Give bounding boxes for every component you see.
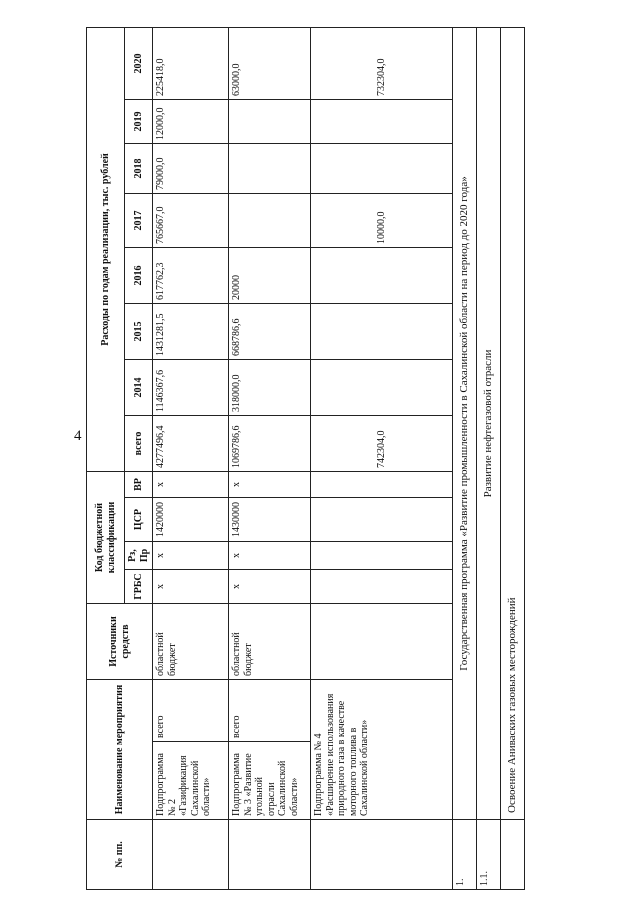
section-1-num: 1. [453, 820, 477, 890]
header-row-1 [87, 28, 125, 890]
row-value: 20000 [229, 248, 311, 304]
row-total-label: всего [229, 680, 311, 742]
row-code: х [229, 472, 311, 498]
row-name: Подпрограмма № 2 «Газификация Сахалинской области» [153, 742, 229, 820]
header-expenses-group: Расходы по годам реализации, тыс. рублей [87, 28, 125, 472]
row-value: 732304,0 [311, 28, 453, 100]
header-code-col: ГРБС [125, 570, 153, 604]
row-value [311, 360, 453, 416]
header-year-col: 2017 [125, 194, 153, 248]
row-num [229, 820, 311, 890]
header-code-col: ЦСР [125, 498, 153, 542]
row-value: 1069786,6 [229, 416, 311, 472]
row-total-label: всего [153, 680, 229, 742]
row-code [311, 542, 453, 570]
row-value: 765667,0 [153, 194, 229, 248]
row-source: областной бюджет [153, 604, 229, 680]
section-row-last [501, 28, 525, 890]
row-value [229, 194, 311, 248]
header-num: № пп. [87, 820, 153, 890]
row-num [153, 820, 229, 890]
header-year-col: 2020 [125, 28, 153, 100]
header-code-col: ВР [125, 472, 153, 498]
row-value [311, 248, 453, 304]
row-code [311, 472, 453, 498]
row-code [311, 498, 453, 542]
table-row [229, 28, 311, 890]
row-value: 1431281,5 [153, 304, 229, 360]
row-name: Подпрограмма № 4 «Расширение использования природного газа в качестве моторного топлива в Сахалинской области» [311, 680, 453, 820]
row-value: 12000,0 [153, 100, 229, 144]
section-1-1-title: Развитие нефтегазовой отрасли [477, 28, 501, 820]
row-value [311, 144, 453, 194]
row-value: 318000,0 [229, 360, 311, 416]
header-year-col: 2018 [125, 144, 153, 194]
row-value: 1146367,6 [153, 360, 229, 416]
row-value [229, 100, 311, 144]
header-sources: Источники средств [87, 604, 153, 680]
table-row [311, 28, 453, 890]
header-code-group: Код бюджетной классификации [87, 472, 125, 604]
row-value: 742304,0 [311, 416, 453, 472]
header-year-col: 2014 [125, 360, 153, 416]
header-year-col: 2016 [125, 248, 153, 304]
row-name: Подпрограмма № 3 «Развитие угольной отрасли Сахалинской области» [229, 742, 311, 820]
row-code: 1420000 [153, 498, 229, 542]
row-value: 668786,6 [229, 304, 311, 360]
section-last-num [501, 820, 525, 890]
row-value [229, 144, 311, 194]
row-value: 63000,0 [229, 28, 311, 100]
header-year-col: всего [125, 416, 153, 472]
header-name: Наименование мероприятия [87, 680, 153, 820]
section-row-1 [453, 28, 477, 890]
header-year-col: 2015 [125, 304, 153, 360]
row-code: х [153, 472, 229, 498]
row-code: х [229, 570, 311, 604]
row-value: 617762,3 [153, 248, 229, 304]
section-last-title: Освоение Аниваских газовых месторождений [501, 28, 525, 820]
row-num [311, 820, 453, 890]
section-1-1-num: 1.1. [477, 820, 501, 890]
row-value: 4277496,4 [153, 416, 229, 472]
section-row-1-1 [477, 28, 501, 890]
row-code: 1430000 [229, 498, 311, 542]
row-source: областной бюджет [229, 604, 311, 680]
section-1-title: Государственная программа «Развитие промышленности в Сахалинской области на период до 2020 года» [453, 28, 477, 820]
row-value [311, 100, 453, 144]
row-value: 79000,0 [153, 144, 229, 194]
row-code: х [229, 542, 311, 570]
row-value: 225418,0 [153, 28, 229, 100]
row-code: х [153, 542, 229, 570]
table-row [153, 28, 229, 890]
row-value [311, 304, 453, 360]
program-table [86, 27, 525, 890]
page-number: 4 [74, 428, 82, 444]
row-source [311, 604, 453, 680]
header-year-col: 2019 [125, 100, 153, 144]
row-code: х [153, 570, 229, 604]
header-code-col: Рз, Пр [125, 542, 153, 570]
row-value: 10000,0 [311, 194, 453, 248]
row-code [311, 570, 453, 604]
